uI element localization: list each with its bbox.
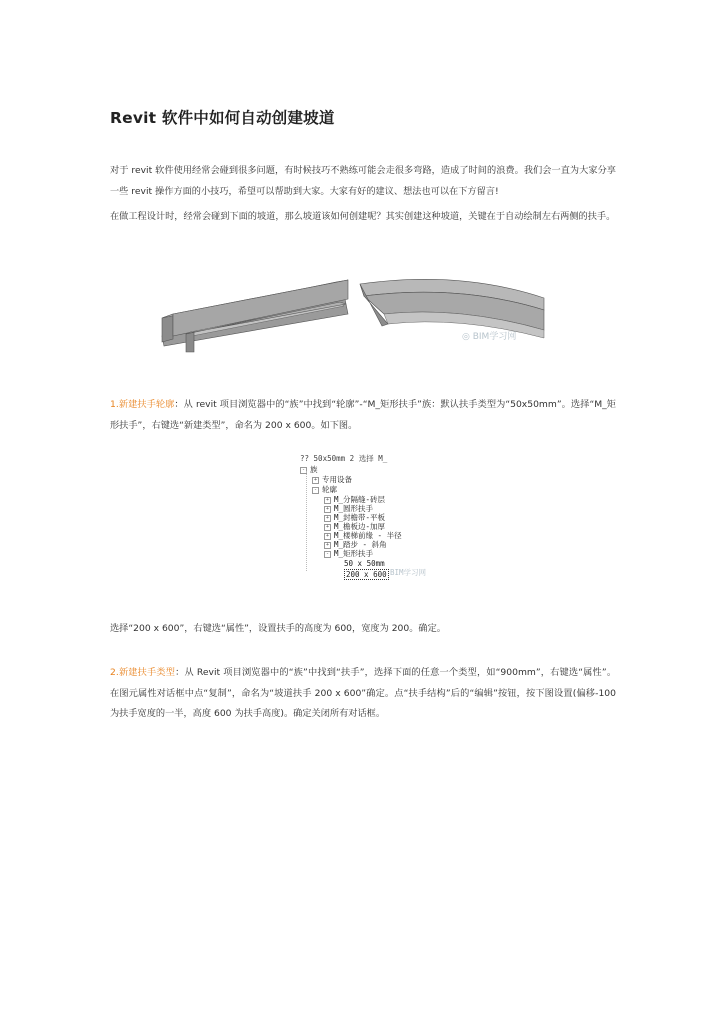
tree-cut-row: ?? 50x50mm 2 选择 M_ — [300, 454, 388, 463]
step2-heading: 2.新建扶手类型 — [110, 667, 176, 678]
tree-child: - M_矩形扶手 — [325, 549, 374, 558]
tree-child: + M_圆形扶手 — [325, 504, 374, 513]
expand-icon: + — [313, 476, 317, 483]
expand-icon: + — [325, 523, 329, 530]
collapse-icon: - — [301, 466, 305, 473]
project-browser-tree — [298, 454, 431, 579]
step1-follow-paragraph: 选择“200 x 600”，右键选“属性”，设置扶手的高度为 600，宽度为 200。确定。 — [110, 623, 446, 634]
tree-child: + M_楼梯前缘 - 半径 — [325, 531, 402, 540]
watermark-2: BIM学习网 — [390, 568, 427, 577]
watermark-1: ◎ BIM学习网 — [462, 332, 517, 342]
expand-icon: + — [325, 496, 329, 503]
expand-icon: + — [325, 541, 329, 548]
collapse-icon: - — [313, 486, 317, 493]
expand-icon: + — [325, 532, 329, 539]
collapse-icon: - — [325, 550, 329, 557]
expand-icon: + — [325, 514, 329, 521]
tree-child: + M_檐板边-加厚 — [325, 522, 386, 531]
intro-paragraph-2: 在做工程设计时，经常会碰到下面的坡道，那么坡道该如何创建呢？其实创建这种坡道，关键在于自动绘制左右两侧的扶手。 — [110, 211, 616, 222]
tree-child: + M_踏步 - 斜角 — [325, 540, 387, 549]
wechat-icon: ◎ — [462, 332, 473, 342]
step2-paragraph — [110, 663, 616, 725]
tree-node: + 专用设备 — [313, 475, 352, 484]
step1-heading: 1.新建扶手轮廓 — [110, 399, 175, 410]
straight-ramp-drawing — [162, 280, 348, 352]
tree-guide-line — [306, 471, 307, 571]
tree-leaf-selected: 200 x 600 — [346, 570, 387, 579]
tree-child: + M_分隔缝-砖层 — [325, 495, 386, 504]
curved-ramp-drawing — [360, 279, 544, 338]
tree-leaf: 50 x 50mm — [344, 559, 385, 568]
step2-text: ：从 Revit 项目浏览器中的“族”中找到“扶手”，选择下面的任意一个类型，如“900mm”，右键选“属性”。在图元属性对话框中点“复制”，命名为“坡道扶手 200 x 600”确定。点“扶手结构”后的“编辑”按钮，按下图设置(偏移-100 为扶手宽度的一半，高度 600 为扶手高度)。确定关闭所有对话框。 — [110, 667, 617, 720]
step1-text: ：从 revit 项目浏览器中的“族”中找到“轮廓”-“M_矩形扶手”族：默认扶手类型为“50x50mm”。选择“M_矩形扶手”，右键选“新建类型”，命名为 200 x 600。如下图。 — [110, 399, 616, 431]
expand-icon: + — [325, 505, 329, 512]
step1-paragraph — [110, 395, 616, 436]
tree-node: - 轮廓 — [313, 485, 337, 494]
article-title: Revit 软件中如何自动创建坡道 — [110, 109, 335, 127]
intro-paragraph-1: 对于 revit 软件使用经常会碰到很多问题，有时候技巧不熟练可能会走很多弯路，造成了时间的浪费。我们会一直为大家分享一些 revit 操作方面的小技巧，希望可以帮助到大家。大家有好的建议、想法也可以在下方留言! — [110, 165, 616, 197]
tree-root: - 族 — [301, 465, 318, 474]
tree-child: + M_封檐带-平板 — [325, 513, 386, 522]
